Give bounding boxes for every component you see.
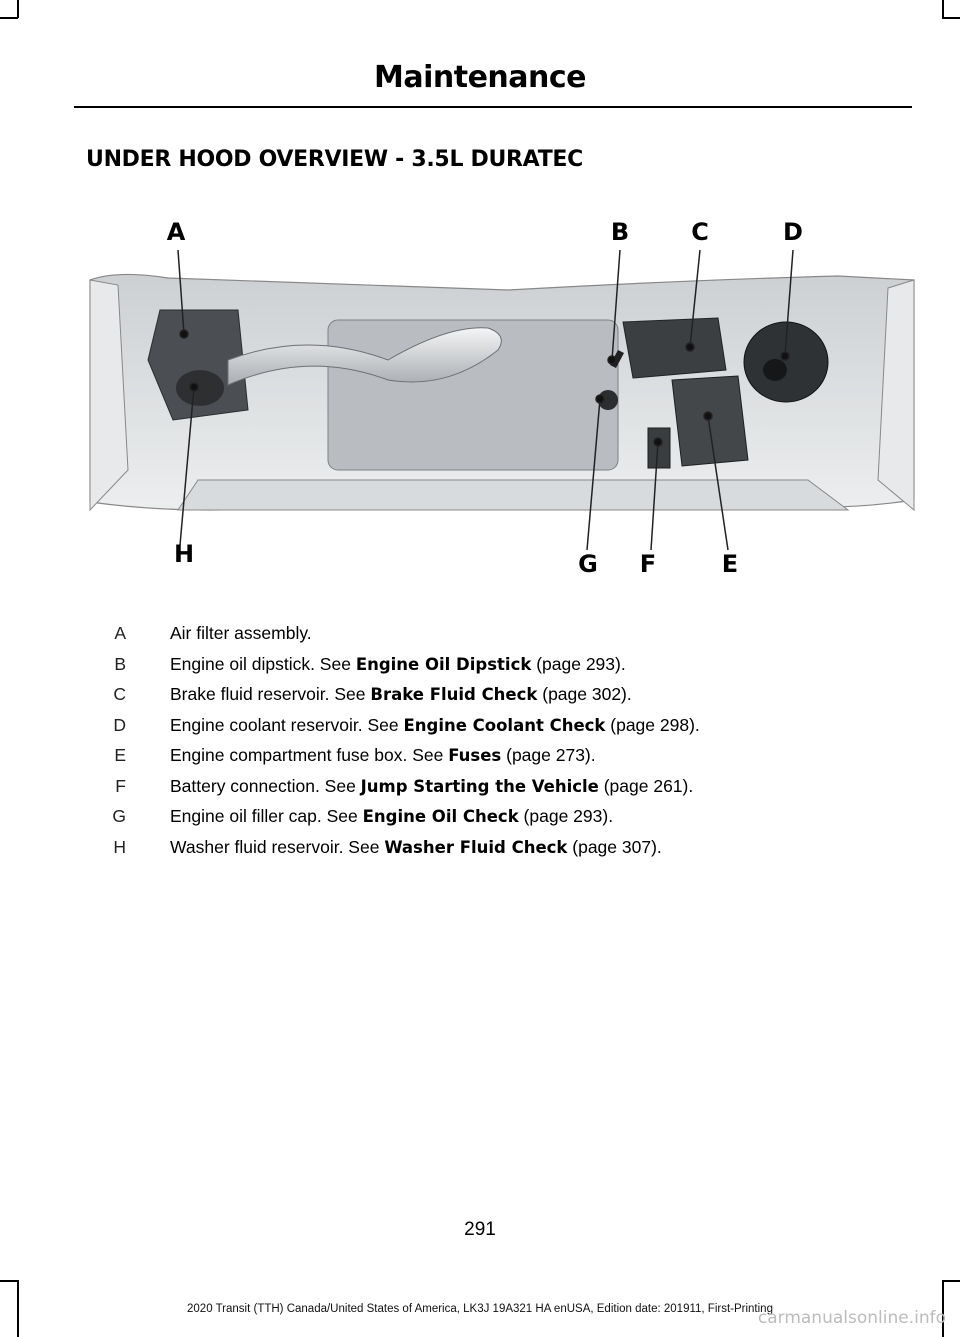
legend-description: [170, 622, 312, 644]
callout-label-h: H: [173, 540, 195, 568]
callout-dot-e: [704, 412, 712, 420]
callout-dot-c: [686, 343, 694, 351]
cross-reference-link[interactable]: Brake Fluid Check: [370, 685, 538, 704]
legend-row: [96, 653, 856, 684]
legend-text: Washer fluid reservoir. See: [170, 836, 385, 857]
legend-text: Engine coolant reservoir. See: [170, 714, 404, 735]
callout-dot-d: [781, 352, 789, 360]
washer-reservoir: [176, 370, 224, 406]
legend-text: Battery connection. See: [170, 775, 361, 796]
legend-page-ref: (page 293).: [518, 806, 614, 826]
cross-reference-link[interactable]: Jump Starting the Vehicle: [360, 776, 599, 796]
callout-label-c: C: [691, 218, 709, 246]
legend-letter: A: [114, 623, 126, 643]
callout-dot-b: [608, 356, 616, 364]
legend-page-ref: (page 293).: [531, 653, 626, 674]
legend-description: [170, 653, 626, 676]
callout-label-e: E: [721, 550, 739, 578]
watermark: carmanualsonline.info: [757, 1308, 946, 1328]
crop-mark: [17, 0, 19, 18]
callout-label-g: G: [578, 550, 598, 578]
legend-letter: G: [112, 806, 126, 826]
callout-dot-g: [596, 395, 604, 403]
battery-connection: [648, 428, 670, 468]
callout-label-a: A: [166, 218, 186, 246]
legend-row: [96, 714, 856, 745]
legend-letter: C: [113, 684, 126, 704]
crop-mark: [942, 1280, 960, 1282]
callout-dot-f: [654, 438, 662, 446]
legend-letter: H: [113, 836, 126, 857]
cross-reference-link[interactable]: Engine Coolant Check: [403, 715, 606, 735]
legend-row: [96, 622, 856, 653]
legend-text: Engine oil filler cap. See: [170, 806, 363, 826]
crop-mark: [942, 0, 944, 18]
legend-description: [170, 683, 632, 706]
cross-reference-link[interactable]: Engine Oil Check: [362, 807, 519, 826]
legend-row: [96, 744, 856, 775]
page-number: 291: [464, 1219, 496, 1240]
page-heading: UNDER HOOD OVERVIEW - 3.5L DURATEC: [86, 147, 583, 172]
cross-reference-link[interactable]: Washer Fluid Check: [384, 837, 568, 857]
legend-row: [96, 805, 856, 836]
legend-description: [170, 836, 662, 859]
crop-mark: [0, 1280, 18, 1282]
cross-reference-link[interactable]: Fuses: [448, 746, 502, 765]
legend-letter: D: [113, 714, 126, 735]
callout-label-d: D: [783, 218, 803, 246]
fuse-box: [672, 376, 748, 466]
header-rule: [74, 106, 912, 108]
legend-page-ref: (page 302).: [537, 684, 632, 704]
legend-text: Engine oil dipstick. See: [170, 653, 356, 674]
callout-label-f: F: [639, 550, 657, 578]
legend-row: [96, 775, 856, 806]
legend-letter: E: [114, 745, 126, 765]
cross-reference-link[interactable]: Engine Oil Dipstick: [355, 654, 532, 674]
callout-dot-a: [180, 330, 188, 338]
front-panel: [178, 480, 848, 510]
coolant-cap: [763, 359, 787, 381]
legend-page-ref: (page 273).: [501, 745, 596, 765]
legend-description: [170, 805, 613, 828]
legend-text: Air filter assembly.: [170, 623, 312, 643]
crop-mark: [0, 17, 18, 19]
engine-bay-illustration: [88, 210, 918, 590]
legend-page-ref: (page 261).: [598, 775, 694, 796]
engine-bay-drawing: [88, 210, 918, 590]
legend-description: [170, 775, 693, 798]
component-legend: [96, 622, 856, 866]
legend-letter: B: [114, 653, 126, 674]
section-title: Maintenance: [373, 60, 586, 95]
legend-text: Engine compartment fuse box. See: [170, 745, 449, 765]
legend-row: [96, 683, 856, 714]
legend-letter: F: [115, 775, 126, 796]
crop-mark: [942, 17, 960, 19]
legend-description: [170, 744, 596, 767]
callout-label-b: B: [610, 218, 630, 246]
legend-page-ref: (page 307).: [567, 836, 662, 857]
legend-description: [170, 714, 700, 737]
edition-footer: 2020 Transit (TTH) Canada/United States of America, LK3J 19A321 HA enUSA, Edition date: 201911, First-Printing: [187, 1303, 773, 1315]
legend-text: Brake fluid reservoir. See: [170, 684, 371, 704]
brake-fluid-reservoir: [623, 318, 726, 378]
callout-dot-h: [190, 383, 198, 391]
legend-page-ref: (page 298).: [605, 714, 700, 735]
legend-row: [96, 836, 856, 867]
